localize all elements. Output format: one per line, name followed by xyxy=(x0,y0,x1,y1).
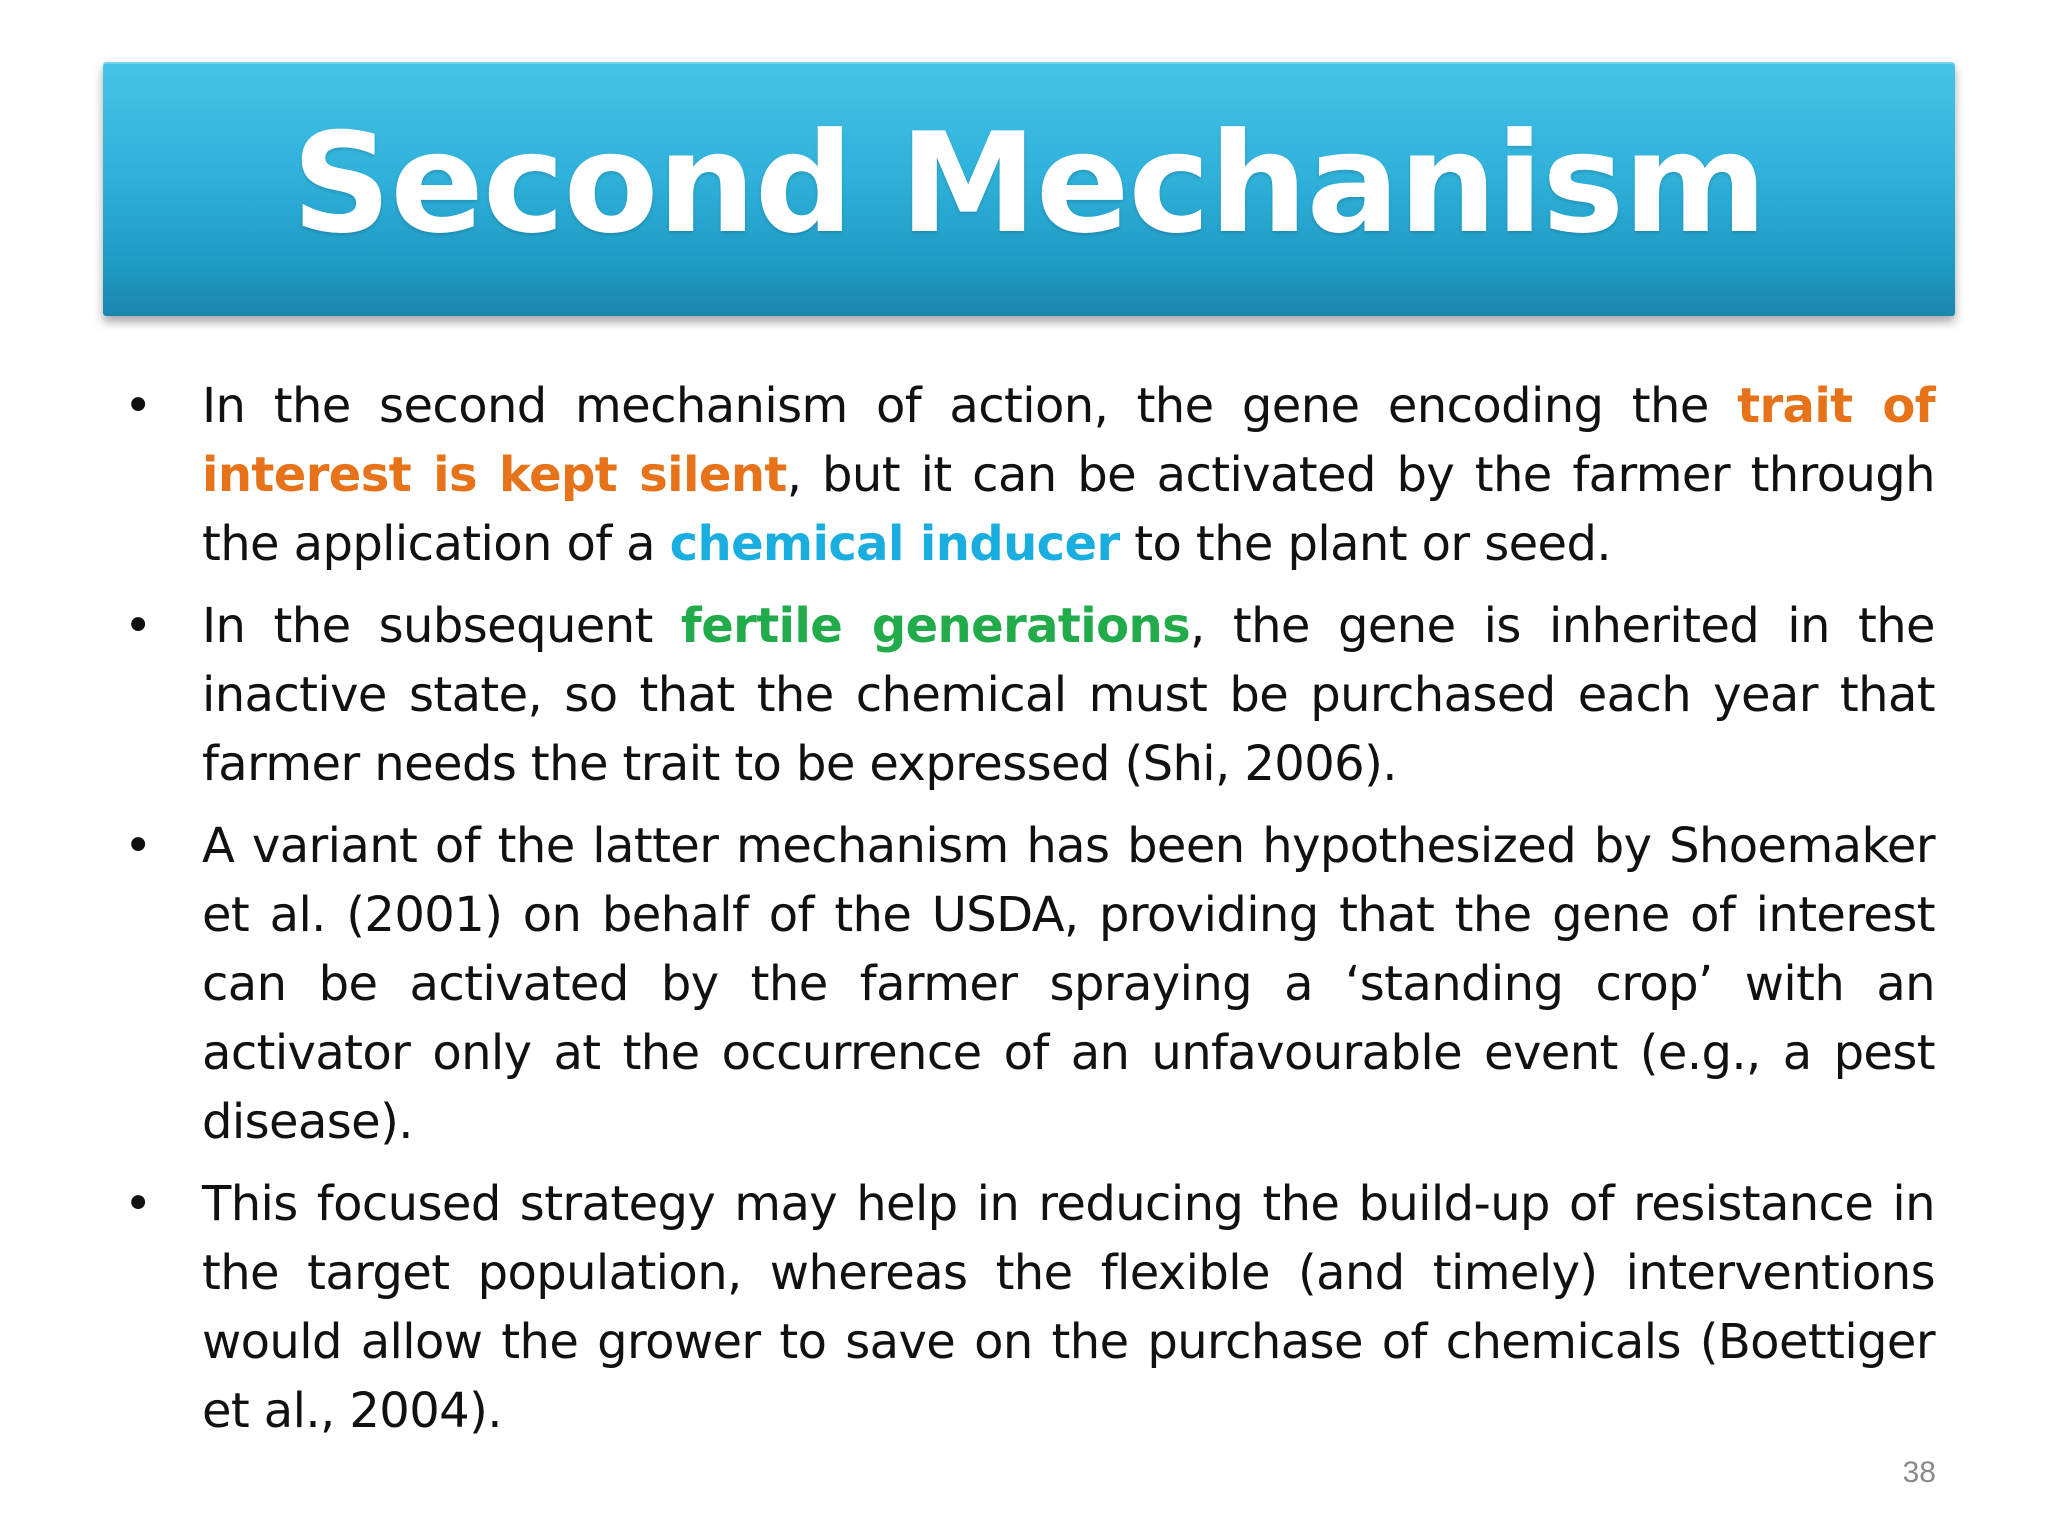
bullet-4-text: This focused strategy may help in reducing the build-up of resistance in the target population, whereas the flexible (and timely) interventions would allow the grower to save on the purchase of chemicals (Boettiger et al., 2004). xyxy=(202,1176,1935,1439)
highlight-chemical-inducer: chemical inducer xyxy=(669,516,1120,572)
bullet-3-text: A variant of the latter mechanism has been hypothesized by Shoemaker et al. (2001) on behalf of the USDA, providing that the gene of interest can be activated by the farmer spraying a ‘standing crop’ with an activator only at the occurrence of an unfavourable event (e.g., a pest disease). xyxy=(202,818,1935,1150)
bullet-icon: • xyxy=(124,598,152,654)
bullet-1-text-a: In the second mechanism of action, the gene encoding the xyxy=(202,378,1738,434)
bullet-icon: • xyxy=(124,1176,152,1232)
bullet-1-text-c: to the plant or seed. xyxy=(1119,516,1611,572)
bullet-list xyxy=(120,372,1935,1459)
bullet-1-text-b: , but it can be activated by the farmer through the application of a xyxy=(202,447,1935,572)
highlight-trait-of-interest: trait of interest is kept silent xyxy=(202,378,1935,503)
bullet-item-2 xyxy=(120,592,1935,799)
slide-title: Second Mechanism xyxy=(291,103,1767,264)
highlight-fertile-generations: fertile generations xyxy=(680,598,1191,654)
page-number: 38 xyxy=(1902,1456,1936,1489)
title-banner xyxy=(103,62,1955,316)
bullet-icon: • xyxy=(124,818,152,874)
bullet-item-1 xyxy=(120,372,1935,579)
bullet-icon: • xyxy=(124,378,152,434)
bullet-item-4 xyxy=(120,1170,1935,1446)
bullet-item-3 xyxy=(120,812,1935,1157)
bullet-2-text-b: , the gene is inherited in the inactive state, so that the chemical must be purchased each year that farmer needs the trait to be expressed (Shi, 2006). xyxy=(202,598,1935,792)
bullet-2-text-a: In the subsequent xyxy=(202,598,681,654)
